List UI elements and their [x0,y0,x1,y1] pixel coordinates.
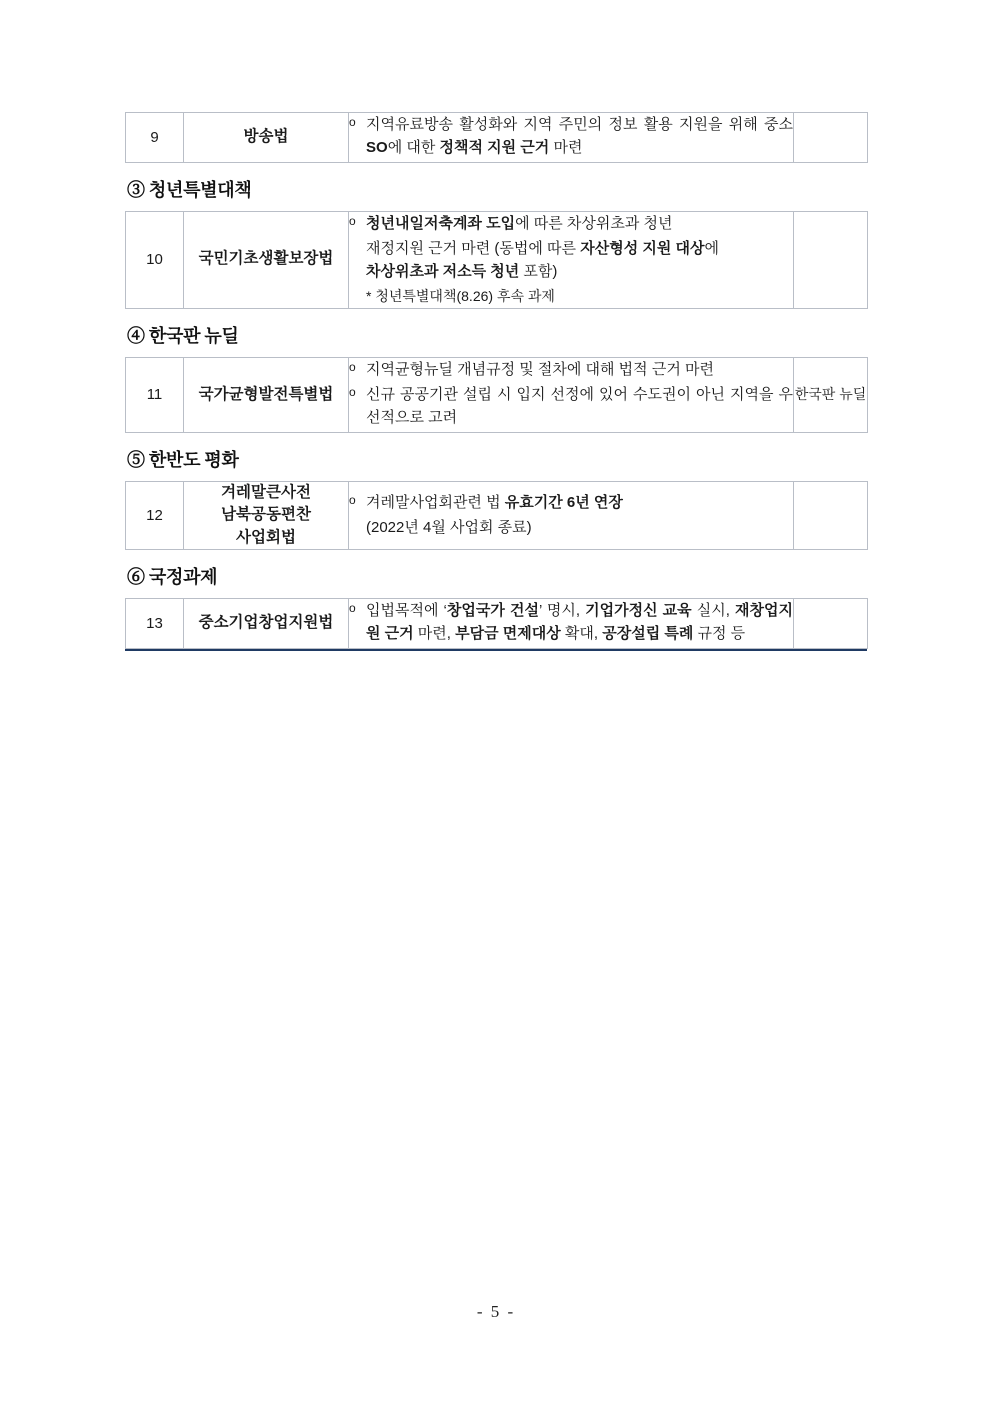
bullet-marker-icon: o [349,213,356,228]
law-name-line: 남북공동편찬 [221,506,311,524]
row-tag [794,481,868,549]
content-bullet: o 지역균형뉴딜 개념규정 및 절차에 대해 법적 근거 마련 [349,359,714,378]
law-name-line: 사업회법 [236,528,296,546]
row-content [349,357,794,432]
content-bullet: o 입법목적에 ‘창업국가 건설’ 명시, 기업가정신 교육 실시, 재창업지원 근거 마련, 부담금 면제대상 확대, 공장설립 특례 규정 등 [349,601,794,643]
row-number: 12 [126,481,184,549]
row-law-name: 방송법 [184,113,349,163]
row-number: 13 [126,599,184,649]
row-number: 11 [126,357,184,432]
section-heading-5: ⑤ 한반도 평화 [127,449,239,470]
table-row [126,481,868,549]
row-content [349,599,794,649]
content-bullet: o 청년내일저축계좌 도입에 따른 차상위초과 청년 [349,213,673,232]
content-subline: 차상위초과 저소득 청년 포함) [366,263,558,280]
table-group-1 [125,112,868,163]
section-heading-4: ④ 한국판 뉴딜 [127,325,239,346]
bullet-marker-icon: o [349,493,356,508]
law-name-line: 겨레말큰사전 [221,483,311,501]
bottom-rule [125,649,867,651]
table-row [126,599,868,649]
section-heading-6: ⑥ 국정과제 [127,567,218,588]
table-group-5 [125,598,868,649]
row-content [349,211,794,308]
content-bullet: o 신규 공공기관 설립 시 입지 선정에 있어 수도권이 아닌 지역을 우선적으로 고려 [349,385,793,427]
bullet-marker-icon: o [349,359,356,374]
page-number: - 5 - [476,1302,516,1321]
content-subline: (2022년 4월 사업회 종료) [366,519,532,537]
row-tag [794,211,868,308]
row-tag [794,599,868,649]
table-group-4 [125,481,868,550]
bullet-marker-icon: o [349,115,356,129]
table-row [126,113,868,163]
row-law-name: 국민기초생활보장법 [184,211,349,308]
bullet-marker-icon: o [349,601,356,616]
content-bullet: o 겨레말사업회관련 법 유효기간 6년 연장 [349,493,623,512]
row-number: 10 [126,211,184,308]
table-group-2 [125,211,868,309]
row-tag: 한국판 뉴딜 [794,357,868,432]
table-row [126,211,868,308]
row-law-name: 중소기업창업지원법 [184,599,349,649]
row-content [349,113,794,163]
row-number: 9 [126,113,184,163]
content-subline: 재정지원 근거 마련 (동법에 따른 자산형성 지원 대상에 [366,239,719,257]
bullet-marker-icon: o [349,385,356,400]
table-group-3 [125,357,868,433]
row-law-name [184,481,349,549]
row-content [349,481,794,549]
section-heading-3: ③ 청년특별대책 [127,179,252,200]
row-law-name: 국가균형발전특별법 [184,357,349,432]
row-tag [794,113,868,163]
content-note: * 청년특별대책(8.26) 후속 과제 [366,288,555,305]
table-row [126,357,868,432]
content-bullet: o 지역유료방송 활성화와 지역 주민의 정보 활용 지원을 위해 중소SO에 대한 정책적 지원 근거 마련 [349,115,793,157]
